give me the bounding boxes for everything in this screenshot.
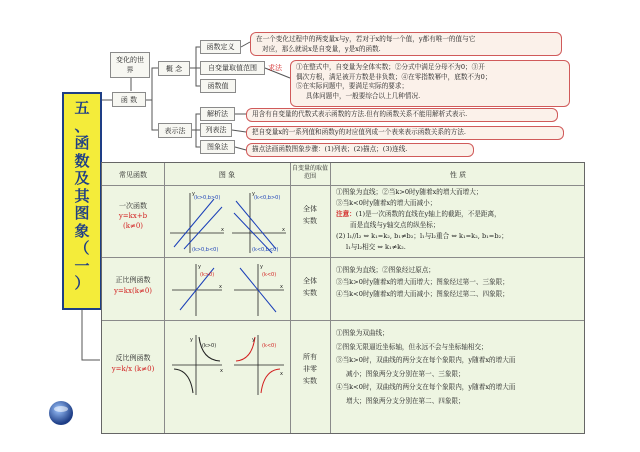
prop-line: ①图象为双曲线； [336,329,389,337]
domain-text: 非零 [303,365,317,373]
domain-text: 全体 [303,277,317,285]
header-domain: 自变量的取值范围 [292,165,329,180]
function-formula: y=kx+b [118,212,148,220]
graph-label: (k<0,b<0) [252,247,279,253]
callout-graph: 描点法画函数图象步骤：(1)列表；(2)描点；(3)连线. [246,143,474,157]
node-changing-world: 变化的世界 [110,52,150,78]
title-char: 象 [74,221,90,240]
props-linear [336,187,584,253]
prop-line: ③当k>0时y随着x的增大而增大；图象经过第一、三象限； [336,278,509,286]
graph-label: (k>0,b<0) [192,247,219,253]
header-properties: 性 质 [449,171,467,179]
title-char: 一 [74,256,90,275]
svg-text:x: x [220,368,223,374]
domain-text: 实数 [303,377,317,385]
node-representation: 表示法 [158,123,192,138]
svg-text:y: y [252,337,255,343]
title-char: 图 [74,204,90,222]
inverse-function-graphs [166,325,288,399]
svg-text:x: x [282,227,285,233]
node-analytic: 解析法 [200,107,235,121]
callout-definition [250,32,562,56]
node-definition: 函数定义 [200,40,241,54]
callout-list: 把自变量x的一系列值和函数y的对应值列成一个表来表示函数关系的方法. [246,126,564,140]
prop-line: ③当k<0时y随着x的增大而减小； [336,199,437,207]
emblem-icon [48,400,74,426]
note-label: 注意： [336,210,356,218]
svg-text:x: x [219,284,222,290]
svg-text:y: y [190,337,193,343]
title-char: 、 [74,116,90,135]
title-char: 其 [74,186,90,205]
props-inverse [336,327,584,408]
graph-label: (k<0) [262,272,277,278]
domain-text: 全体 [303,205,317,213]
prop-line: ④当k<0时，双曲线的两分支在每个象限内，y随着x的增大而 [336,383,516,391]
title-char: ） [74,274,90,292]
node-domain: 自变量取值范围 [200,61,265,75]
title-char: （ [74,239,90,257]
function-table [101,162,585,434]
header-graph: 图 象 [218,171,236,179]
prop-line [336,209,584,220]
row-inverse-function [102,353,164,375]
function-name: 一次函数 [119,202,147,210]
prop-line: (2) l₁//l₂ ⇔ k₁=k₂, b₁≠b₂；l₁与l₂重合 ⇔ k₁=k₂, b₁=b₂； [336,232,508,240]
svg-text:y: y [198,264,201,270]
prop-line: ③当k>0时，双曲线的两分支在每个象限内，y随着x的增大而 [336,356,516,364]
prop-line: ①图象为直线；②当k>0时y随着x的增大而增大； [336,188,483,196]
node-list: 列表法 [200,123,232,137]
domain-inverse [290,351,330,387]
note-text: (1)是一次函数的直线在y轴上的截距，不是距离， [355,210,501,218]
domain-text: 实数 [303,289,317,297]
node-function: 函 数 [112,92,146,107]
callout-line: 在一个变化过程中的两变量x与y，若对于x的每一个值，y都有唯一的值与它 [256,35,476,43]
prop-line: ④当k<0时y随着x的增大而减小；图象经过第二、四象限； [336,290,509,298]
domain-text: 所有 [303,353,317,361]
prop-line: 而是直线与y轴交点的纵坐标； [350,221,440,229]
svg-text:y: y [252,191,255,197]
domain-linear [290,203,330,227]
domain-text: 实数 [303,217,317,225]
domain-proportional [290,275,330,299]
svg-text:x: x [221,227,224,233]
callout-line: 偶次方根，满足被开方数是非负数；④在零指数幂中，底数不为0； [296,72,492,81]
props-proportional [336,264,584,300]
callout-line: 具体问题中，一般要综合以上几种情况. [306,91,421,100]
row-linear-function [102,201,164,231]
callout-domain [290,60,570,107]
graph-label: (k>0,b>0) [194,195,221,201]
function-formula: y=kx(k≠0) [113,287,153,295]
prop-line: ①图象为直线；②图象经过原点； [336,266,435,274]
graph-label: (k<0) [262,343,277,349]
linear-function-graphs [166,187,288,256]
svg-text:x: x [280,371,283,377]
title-char: 及 [74,169,90,187]
callout-line: 对应，那么就说x是自变量，y是x的函数. [262,44,381,53]
prop-line: 减小；图象两分支分别在第一、三象限； [346,369,465,378]
function-condition: (k≠0) [122,222,144,230]
node-value: 函数值 [200,79,236,93]
prop-line: ②图象无限逼近坐标轴，但永远不会与坐标轴相交； [336,342,488,351]
svg-text:y: y [260,264,263,270]
proportional-function-graphs [166,260,288,318]
title-char: 数 [74,151,90,170]
callout-analytic: 用含有自变量的代数式表示函数的方法.但有的函数关系不能用解析式表示. [246,108,558,122]
graph-label: (k>0) [202,343,217,349]
function-name: 反比例函数 [115,354,151,362]
callout-line: ①在整式中，自变量为全体实数；②分式中满足分母不为0；③开 [296,63,485,71]
svg-text:x: x [280,284,283,290]
callout-line: ⑤在实际问题中，要满足实际的要求； [296,82,409,91]
row-proportional-function [102,275,164,297]
header-common-functions: 常见函数 [119,171,147,179]
graph-label: (k<0,b>0) [254,195,281,201]
title-char: 函 [74,134,90,152]
svg-text:y: y [192,191,195,197]
node-graph: 图象法 [200,140,235,154]
chapter-title [62,92,102,310]
graph-label: (k>0) [200,272,215,278]
node-concept: 概 念 [158,61,190,76]
prop-line: 增大；图象两分支分别在第二、四象限； [346,396,465,405]
title-char: 五 [74,99,90,117]
prop-line: l₁与l₂相交 ⇔ k₁≠k₂. [346,243,406,251]
function-formula: y=k/x (k≠0) [111,365,155,373]
qiufa-label: 求法 [268,64,282,72]
function-name: 正比例函数 [115,276,151,284]
